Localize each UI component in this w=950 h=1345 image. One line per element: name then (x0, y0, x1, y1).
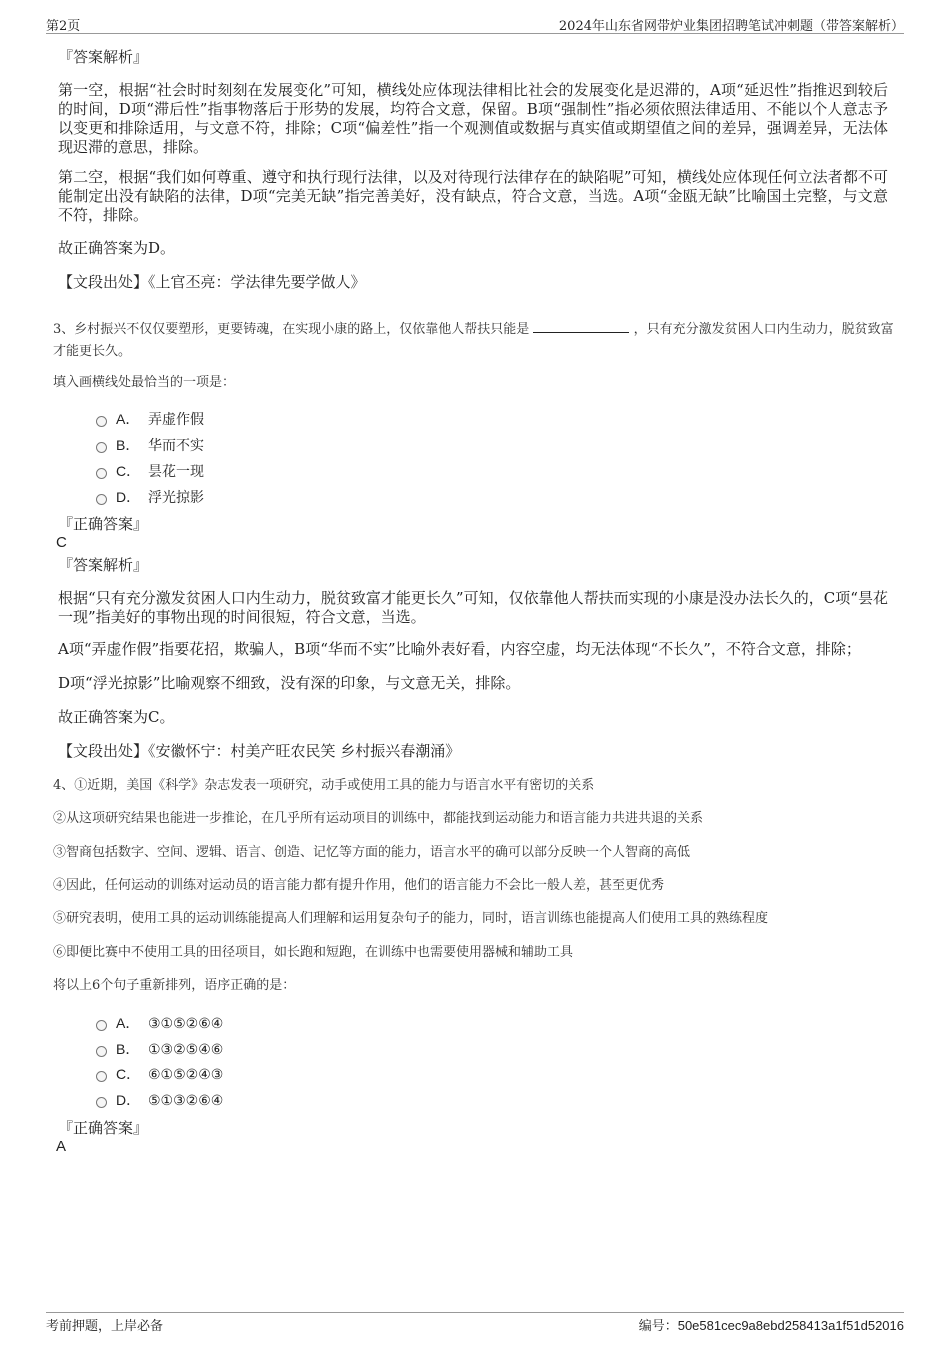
q2-source: 【文段出处】《上官丕亮：学法律先要学做人》 (58, 273, 366, 291)
q4-option-b[interactable]: B． ①③②⑤④⑥ (96, 1039, 223, 1059)
q4-sentence-1: 4、①近期，美国《科学》杂志发表一项研究，动手或使用工具的能力与语言水平有密切的关系 (53, 778, 595, 793)
q4-option-a[interactable]: A． ③①⑤②⑥④ (96, 1013, 223, 1033)
q4-correct-answer: A (56, 1138, 67, 1155)
q3-option-a[interactable]: A． 弄虚作假 (96, 409, 204, 429)
radio-icon[interactable] (96, 494, 107, 505)
q3-correct-label: 『正确答案』 (58, 515, 149, 533)
q4-option-c[interactable]: C． ⑥①⑤②④③ (96, 1064, 223, 1084)
q2-analysis-label: 『答案解析』 (58, 48, 149, 66)
footer-slogan: 考前押题，上岸必备 (46, 1319, 164, 1334)
document-code (639, 1315, 904, 1334)
radio-icon[interactable] (96, 442, 107, 453)
q4-sentence-5: ⑤研究表明，使用工具的运动训练能提高人们理解和运用复杂句子的能力，同时，语言训练也能提高人们使用工具的熟练程度 (53, 911, 769, 926)
q3-source: 【文段出处】《安徽怀宁：村美产旺农民笑 乡村振兴春潮涌》 (58, 742, 461, 760)
page-number: 第2页 (46, 19, 81, 34)
code-value: 50e581cec9a8ebd258413a1f51d52016 (677, 1318, 904, 1333)
radio-icon[interactable] (96, 468, 107, 479)
document-title: 2024年山东省网带炉业集团招聘笔试冲刺题（带答案解析） (558, 19, 904, 34)
q2-analysis-paragraph-1: 第一空，根据“社会时时刻刻在发展变化”可知，横线处应体现法律相比社会的发展变化是迟滞的，A项“延迟性”指推迟到较后的时间，D项“滞后性”指事物落后于形势的发展，均符合文意，保留。B项“强制性”指必须依照法律适用、不能以个人意志予以变更和排除适用，与文意不符，排除；C项“偏差性”指一个观测值或数据与真实值或期望值之间的差异，强调差异，无法体现迟滞的意思，排除。 (58, 81, 888, 156)
q3-instruction: 填入画横线处最恰当的一项是： (53, 375, 236, 390)
q3-option-b[interactable]: B． 华而不实 (96, 435, 204, 455)
q4-sentence-3: ③智商包括数字、空间、逻辑、语言、创造、记忆等方面的能力，语言水平的确可以部分反映一个人智商的高低 (53, 845, 691, 860)
q4-correct-label: 『正确答案』 (58, 1119, 149, 1137)
q2-conclusion: 故正确答案为D。 (58, 239, 176, 257)
q3-blank (533, 318, 629, 333)
q4-sentence-6: ⑥即便比赛中不使用工具的田径项目，如长跑和短跑，在训练中也需要使用器械和辅助工具 (53, 945, 574, 960)
q3-stem-after: ，只有充分激发贫困人口内生动力，脱贫致富才能更长久。 (53, 322, 894, 359)
q4-sentence-4: ④因此，任何运动的训练对运动员的语言能力都有提升作用，他们的语言能力不会比一般人差，甚至更优秀 (53, 878, 665, 893)
q3-option-c[interactable]: C． 昙花一现 (96, 461, 204, 481)
q3-analysis-paragraph-1: 根据“只有充分激发贫困人口内生动力，脱贫致富才能更长久”可知，仅依靠他人帮扶而实现的小康是没办法长久的，C项“昙花一现”指美好的事物出现的时间很短，符合文意，当选。 (58, 589, 888, 626)
q3-correct-answer: C (56, 534, 67, 551)
q4-option-d[interactable]: D． ⑤①③②⑥④ (96, 1090, 223, 1110)
q4-instruction: 将以上6个句子重新排列，语序正确的是： (53, 978, 296, 993)
radio-icon[interactable] (96, 1046, 107, 1057)
page-header (46, 13, 904, 34)
q3-analysis-paragraph-3: D项“浮光掠影”比喻观察不细致，没有深的印象，与文意无关，排除。 (58, 674, 521, 692)
radio-icon[interactable] (96, 1097, 107, 1108)
radio-icon[interactable] (96, 416, 107, 427)
q3-conclusion: 故正确答案为C。 (58, 708, 175, 726)
q3-option-d[interactable]: D． 浮光掠影 (96, 487, 204, 507)
code-label: 编号： (638, 1318, 678, 1333)
q3-analysis-paragraph-2: A项“弄虚作假”指要花招，欺骗人，B项“华而不实”比喻外表好看，内容空虚，均无法体现“不长久”，不符合文意，排除； (58, 640, 861, 658)
radio-icon[interactable] (96, 1071, 107, 1082)
q3-analysis-label: 『答案解析』 (58, 556, 149, 574)
q4-sentence-2: ②从这项研究结果也能进一步推论，在几乎所有运动项目的训练中，都能找到运动能力和语言能力共进共退的关系 (53, 811, 704, 826)
radio-icon[interactable] (96, 1020, 107, 1031)
q2-analysis-paragraph-2: 第二空，根据“我们如何尊重、遵守和执行现行法律，以及对待现行法律存在的缺陷呢”可知，横线处应体现任何立法者都不可能制定出没有缺陷的法律，D项“完美无缺”指完善美好，没有缺点，符合文意，当选。A项“金瓯无缺”比喻国土完整，与文意不符，排除。 (58, 168, 888, 224)
q3-stem-before: 3、乡村振兴不仅仅要塑形，更要铸魂，在实现小康的路上，仅依靠他人帮扶只能是 (53, 322, 530, 337)
q3-stem (53, 318, 898, 363)
page-footer (46, 1312, 904, 1334)
